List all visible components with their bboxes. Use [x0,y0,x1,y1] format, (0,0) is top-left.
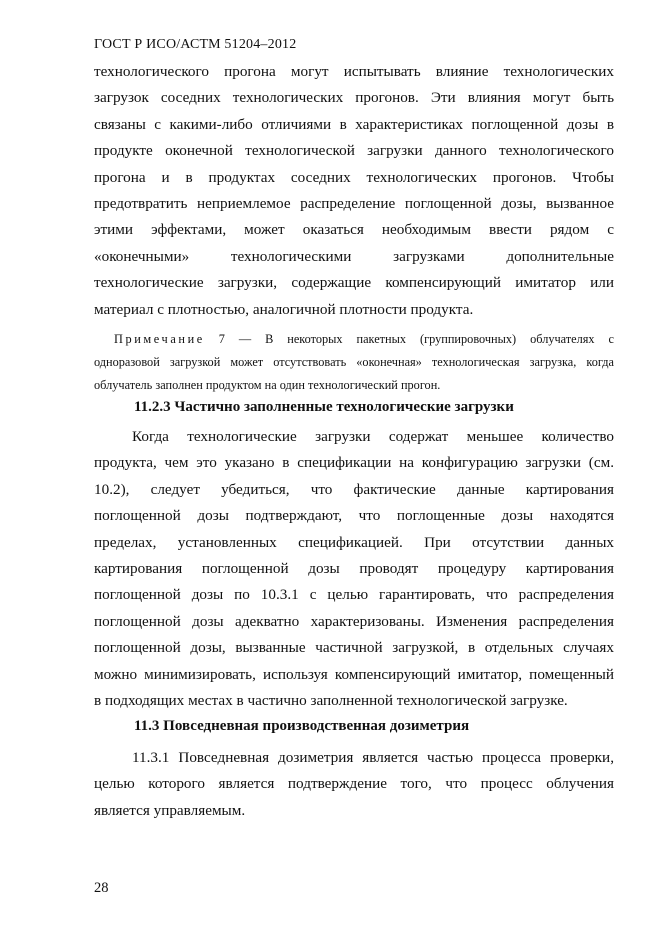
note-line [94,328,614,351]
text-line: продукте оконечной технологической загрузки данного технологического [94,142,614,160]
page-number: 28 [94,880,109,896]
text-line: продукта, чем это указано в спецификации на конфигурацию загрузки (см. [94,454,614,472]
note-text: 7 — В некоторых пакетных (группировочных) облучателях с [218,332,614,346]
document-header: ГОСТ Р ИСО/АСТМ 51204–2012 [94,37,297,52]
text-line: картирования поглощенной дозы проводят процедуру картирования [94,559,614,577]
text-line: поглощенной дозы адекватно характеризованы. Изменения распределения [94,612,614,630]
text-line: предотвратить неприемлемое распределение поглощенной дозы, вызванное [94,194,614,212]
text-line: поглощенной дозы подтверждают, что поглощенные дозы находятся [94,507,614,525]
text-line: технологического прогона могут испытывать влияние технологических [94,63,614,80]
text-line: 11.3.1 Повседневная дозиметрия является частью процесса проверки, [132,749,614,766]
note-line: облучатель заполнен продуктом на один технологический прогон. [94,378,441,392]
text-line: материал с плотностью, аналогичной плотности продукта. [94,300,474,318]
text-line: прогона и в продуктах соседних технологических прогонов. Чтобы [94,168,614,186]
note-7 [94,328,614,397]
text-line: Когда технологические загрузки содержат меньшее количество [132,428,614,445]
note-line: одноразовой загрузкой может отсутствовать «оконечная» технологическая загрузка, когда [94,355,614,369]
text-line: пределах, установленных спецификацией. При отсутствии данных [94,533,614,551]
text-line: 10.2), следует убедиться, что фактические данные картирования [94,480,614,498]
text-line: «оконечными» технологическими загрузками дополнительные [94,247,614,265]
paragraph-11-3-1 [94,745,614,824]
section-heading-11-3: 11.3 Повседневная производственная дозиметрия [134,718,470,734]
section-heading-11-2-3: 11.2.3 Частично заполненные технологические загрузки [134,399,514,415]
text-line: поглощенной дозы по 10.3.1 с целью гарантировать, что распределения [94,586,614,604]
paragraph-continuation [94,59,614,323]
text-line: можно минимизировать, используя компенсирующий имитатор, помещенный [94,665,614,683]
text-line: связаны с какими-либо отличиями в характеристиках поглощенной дозы в [94,115,614,133]
note-label: Примечание [114,332,205,346]
text-line: этими эффектами, может оказаться необходимым ввести рядом с [94,221,614,239]
text-line: поглощенной дозы, вызванные частичной загрузкой, в отдельных случаях [94,639,614,657]
paragraph-11-2-3 [94,424,614,714]
text-line: технологические загрузки, содержащие компенсирующий имитатор или [94,274,614,292]
text-line: в подходящих местах в частично заполненной технологической загрузке. [94,691,568,709]
text-line: целью которого является подтверждение того, что процесс облучения [94,775,614,793]
text-line: загрузок соседних технологических прогонов. Эти влияния могут быть [94,89,614,107]
text-line: является управляемым. [94,801,246,819]
